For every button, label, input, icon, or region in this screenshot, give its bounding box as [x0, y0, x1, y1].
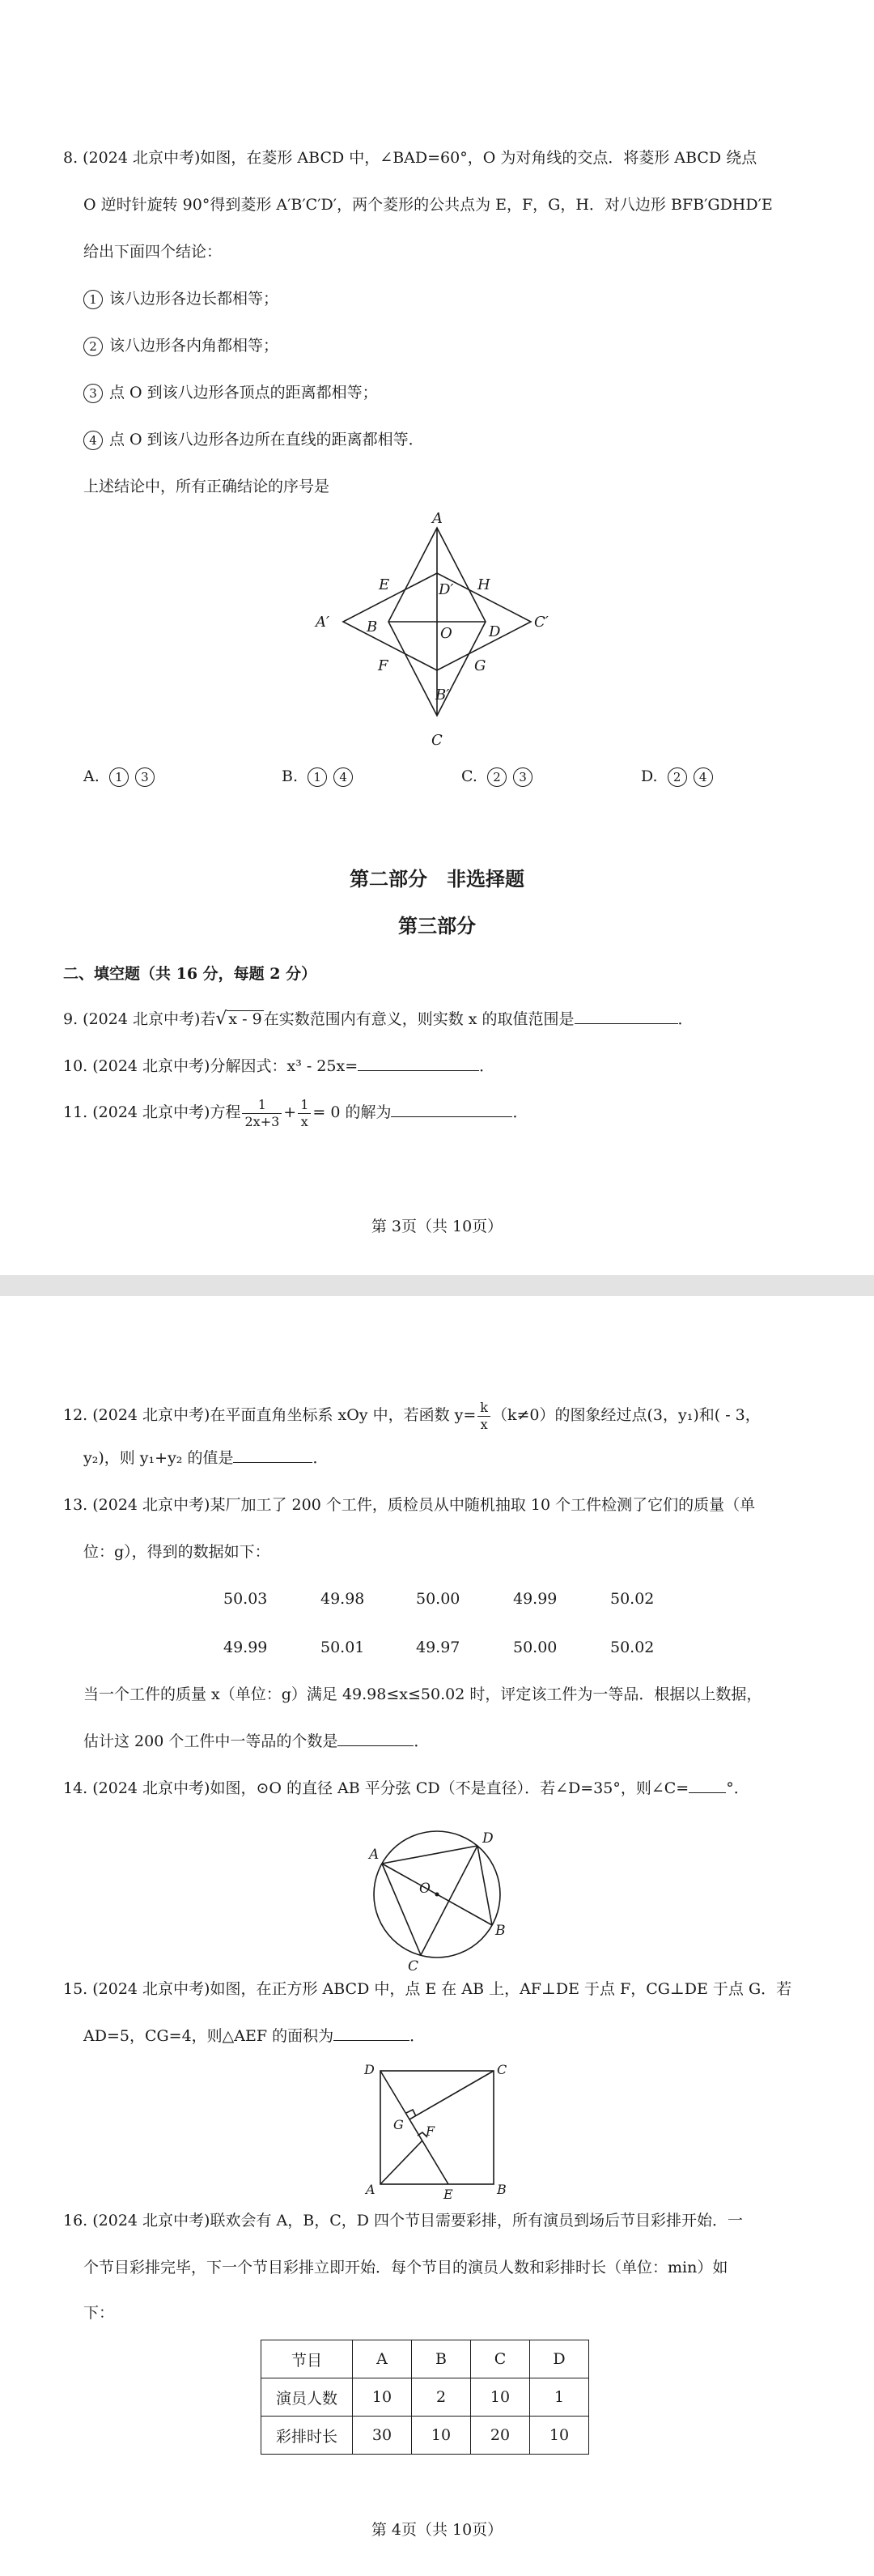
- table-cell: 10: [412, 2417, 471, 2455]
- q8-option-a[interactable]: A. 1 3: [83, 767, 161, 787]
- table-cell: 10: [471, 2378, 530, 2417]
- label-c-prime: C′: [534, 614, 549, 631]
- table-cell: 演员人数: [261, 2378, 353, 2417]
- q14: 14. (2024 北京中考)如图，⊙O 的直径 AB 平分弦 CD（不是直径）．若∠D=35°，则∠C= °．: [63, 1776, 749, 1800]
- q16-line-2: 个节目彩排完毕，下一个节目彩排立即开始．每个节目的演员人数和彩排时长（单位：min）如: [83, 2259, 728, 2276]
- circled-number: 2: [83, 337, 103, 356]
- q11-answer-blank[interactable]: [391, 1100, 512, 1117]
- circled-number: 4: [83, 431, 103, 450]
- label-c: C: [408, 1958, 419, 1975]
- table-header-row: [261, 2340, 589, 2378]
- data-cell: 50.02: [610, 1639, 655, 1656]
- part-2-heading: 第二部分 非选择题: [350, 867, 524, 891]
- q15-line-1: 15. (2024 北京中考)如图，在正方形 ABCD 中，点 E 在 AB 上，AF⊥DE 于点 F，CG⊥DE 于点 G．若: [63, 1980, 792, 1998]
- label-g: G: [474, 657, 486, 674]
- table-header-cell: A: [353, 2340, 412, 2378]
- q14-answer-blank[interactable]: [689, 1776, 726, 1793]
- q9: 9. (2024 北京中考)若√ x - 9 在实数范围内有意义，则实数 x 的取值范围是 ．: [63, 1009, 694, 1029]
- table-cell: 2: [412, 2378, 471, 2417]
- data-cell: 49.99: [223, 1639, 268, 1656]
- table-header-cell: 节目: [261, 2340, 353, 2378]
- data-cell: 49.98: [320, 1590, 365, 1608]
- table-header-cell: B: [412, 2340, 471, 2378]
- segment-af: [380, 2140, 422, 2184]
- q10-answer-blank[interactable]: [358, 1054, 479, 1071]
- q8-option-b[interactable]: B. 1 4: [282, 767, 359, 787]
- segment-db: [477, 1846, 492, 1925]
- segment-ac: [382, 1864, 421, 1955]
- label-c: C: [497, 2062, 507, 2077]
- table-cell: 彩排时长: [261, 2417, 353, 2455]
- label-a: A: [432, 510, 443, 527]
- data-cell: 50.00: [416, 1590, 460, 1608]
- q13-line-2: 位：g），得到的数据如下：: [83, 1543, 270, 1561]
- data-cell: 50.03: [223, 1590, 268, 1608]
- page-separator: [0, 1275, 874, 1296]
- label-g: G: [393, 2117, 404, 2132]
- label-b: B: [495, 1923, 506, 1939]
- fill-in-section-title: 二、填空题（共 16 分，每题 2 分）: [63, 965, 317, 983]
- q12-line-2: y₂)，则 y₁+y₂ 的值是 ．: [83, 1446, 328, 1470]
- table-header-cell: D: [530, 2340, 589, 2378]
- q13-line-4: 估计这 200 个工件中一等品的个数是 ．: [83, 1729, 429, 1753]
- q11-fraction-2: $\frac{1}{x}$: [298, 1097, 311, 1130]
- page-3-footer: 第 3页（共 10页）: [371, 1218, 503, 1235]
- q8-prompt: 上述结论中，所有正确结论的序号是: [83, 478, 330, 495]
- label-a-prime: A′: [316, 614, 330, 631]
- q8-rhombus-figure: [299, 508, 575, 759]
- label-h: H: [477, 576, 490, 593]
- q11-fraction-1: $\frac{1}{2x+3}$: [242, 1097, 282, 1130]
- q15-line-2: AD=5，CG=4，则△AEF 的面积为 ．: [83, 2024, 425, 2048]
- label-a: A: [369, 1847, 380, 1863]
- q8-option-c[interactable]: C. 2 3: [461, 767, 539, 787]
- label-b: B: [367, 618, 378, 635]
- segment-ad: [382, 1846, 477, 1864]
- sqrt-symbol: √: [215, 1009, 227, 1029]
- q9-answer-blank[interactable]: [575, 1007, 678, 1024]
- q15-answer-blank[interactable]: [333, 2024, 409, 2041]
- q13-line-3: 当一个工件的质量 x（单位：g）满足 49.98≤x≤50.02 时，评定该工件为一等品．根据以上数据，: [83, 1685, 762, 1703]
- q13-line-1: 13. (2024 北京中考)某厂加工了 200 个工件，质检员从中随机抽取 10 个工件检测了它们的质量（单: [63, 1496, 756, 1514]
- label-o: O: [440, 625, 452, 642]
- q8-conclusion-4: 4 点 O 到该八边形各边所在直线的距离都相等．: [83, 427, 424, 452]
- label-o: O: [419, 1881, 431, 1897]
- table-row: [261, 2378, 589, 2417]
- label-d: D: [482, 1830, 494, 1847]
- data-cell: 49.97: [416, 1639, 460, 1656]
- data-cell: 50.02: [610, 1590, 655, 1608]
- label-e: E: [443, 2187, 453, 2202]
- segment-cg: [409, 2071, 494, 2119]
- center-point: [435, 1893, 439, 1897]
- q8-conclusion-2: 2 该八边形各内角都相等；: [83, 334, 278, 358]
- label-f: F: [378, 657, 388, 674]
- label-f: F: [426, 2123, 435, 2139]
- q11: 11. (2024 北京中考)方程 $\frac{1}{2x+3}$ + $\frac{1}{x}$ = 0 的解为 ．: [63, 1096, 528, 1129]
- label-d: D: [364, 2062, 375, 2077]
- table-cell: 20: [471, 2417, 530, 2455]
- q8-line-3: 给出下面四个结论：: [83, 243, 223, 261]
- label-b: B: [497, 2182, 507, 2197]
- part-3-heading: 第三部分: [398, 914, 476, 937]
- q16-line-1: 16. (2024 北京中考)联欢会有 A，B，C，D 四个节目需要彩排，所有演员到场后节目彩排开始．一: [63, 2212, 744, 2230]
- data-cell: 49.99: [513, 1590, 558, 1608]
- q12-line-1: 12. (2024 北京中考)在平面直角坐标系 xOy 中，若函数 y= $\frac{k}{x}$ （k≠0）的图象经过点(3，y₁)和( - 3，: [63, 1399, 761, 1432]
- q15-square-figure: [359, 2060, 521, 2205]
- circled-number: 3: [83, 384, 103, 403]
- q16-line-3: 下：: [83, 2304, 115, 2322]
- q8-line-1: 8. (2024 北京中考)如图，在菱形 ABCD 中，∠BAD=60°，O 为对角线的交点．将菱形 ABCD 绕点: [63, 149, 757, 167]
- table-cell: 10: [530, 2417, 589, 2455]
- q8-option-d[interactable]: D. 2 4: [641, 767, 719, 787]
- data-cell: 50.00: [513, 1639, 558, 1656]
- q8-conclusion-3: 3 点 O 到该八边形各顶点的距离都相等；: [83, 380, 378, 405]
- q14-circle-figure: [356, 1813, 518, 1975]
- q12-answer-blank[interactable]: [233, 1446, 312, 1463]
- label-e: E: [379, 576, 390, 593]
- q10: 10. (2024 北京中考)分解因式：x³ - 25x= ．: [63, 1054, 494, 1078]
- table-cell: 1: [530, 2378, 589, 2417]
- label-c: C: [431, 732, 443, 749]
- table-cell: 10: [353, 2378, 412, 2417]
- chord-cd: [421, 1846, 477, 1955]
- circled-number: 1: [83, 290, 103, 309]
- table-cell: 30: [353, 2417, 412, 2455]
- table-row: [261, 2417, 589, 2455]
- label-a: A: [366, 2182, 375, 2197]
- table-header-cell: C: [471, 2340, 530, 2378]
- page-4-footer: 第 4页（共 10页）: [371, 2521, 503, 2539]
- rehearsal-table: [261, 2340, 589, 2455]
- label-d-prime: D′: [439, 581, 454, 598]
- q8-line-2: O 逆时针旋转 90°得到菱形 A′B′C′D′，两个菱形的公共点为 E，F，G，H．对八边形 BFB′GDHD′E: [83, 196, 773, 214]
- q13-answer-blank[interactable]: [337, 1729, 414, 1746]
- segment-de: [380, 2071, 448, 2184]
- label-d: D: [489, 623, 501, 640]
- q8-conclusion-1: 1 该八边形各边长都相等；: [83, 287, 278, 311]
- page-3: [0, 0, 874, 1275]
- q12-fraction: $\frac{k}{x}$: [477, 1400, 490, 1433]
- label-b-prime: B′: [435, 687, 450, 704]
- data-cell: 50.01: [320, 1639, 365, 1656]
